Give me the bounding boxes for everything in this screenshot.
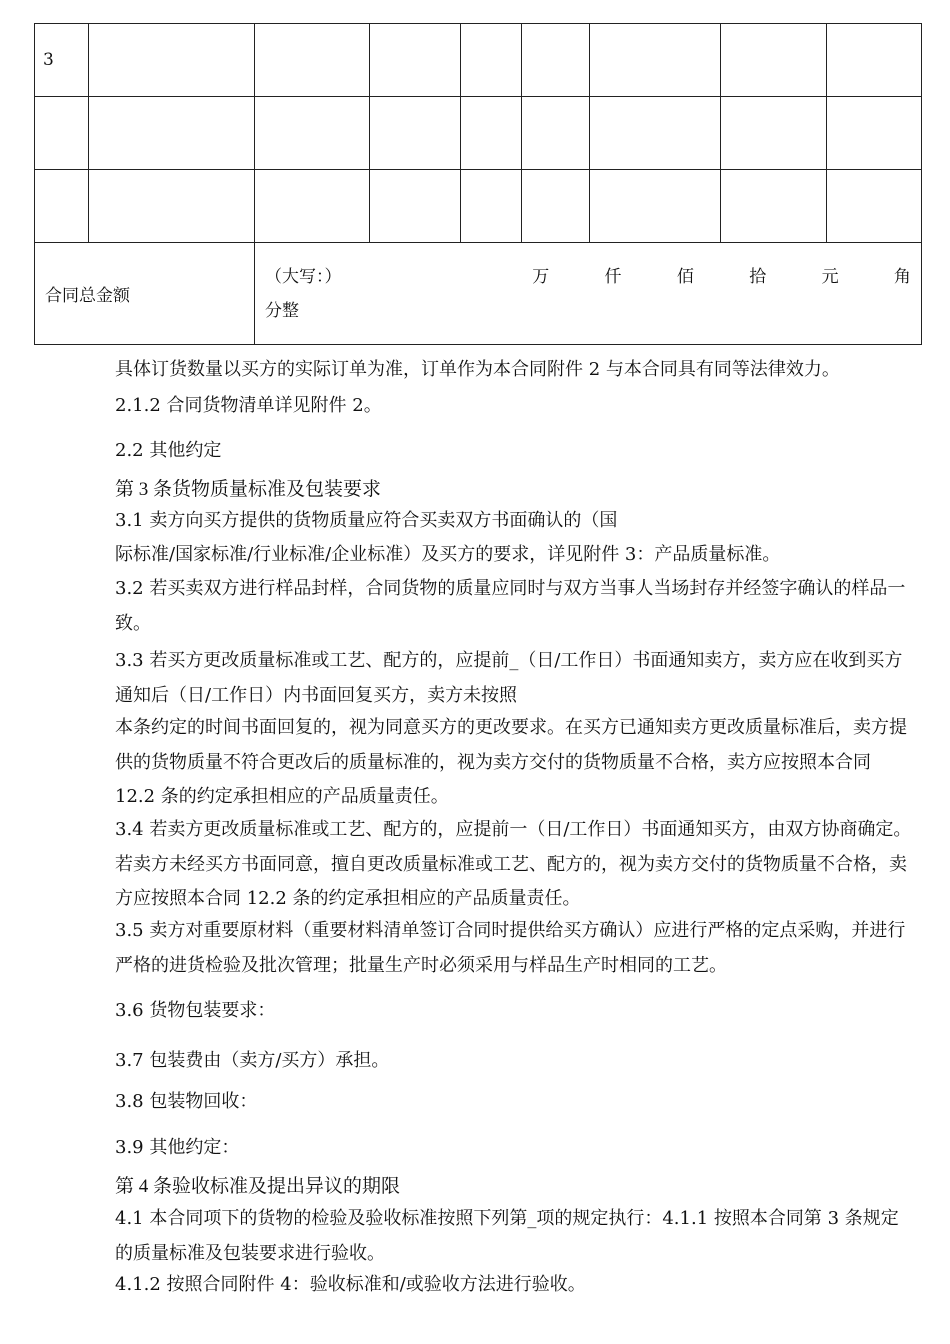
table-cell	[89, 170, 255, 243]
table-cell	[590, 97, 721, 170]
table-cell	[255, 97, 370, 170]
amount-unit: 佰	[676, 266, 694, 287]
table-cell	[721, 170, 827, 243]
table-cell	[721, 97, 827, 170]
table-row	[35, 24, 922, 97]
paragraph: 3.5 卖方对重要原材料（重要材料清单签订合同时提供给买方确认）应进行严格的定点采购，并进行严格的进货检验及批次管理；批量生产时必须采用与样品生产时相同的工艺。	[115, 920, 906, 976]
table-cell	[370, 97, 461, 170]
amount-suffix: 分整	[265, 300, 299, 321]
table-cell	[590, 170, 721, 243]
paragraph: 3.1 卖方向买方提供的货物质量应符合买卖双方书面确认的（国	[115, 510, 618, 531]
table-cell	[827, 24, 922, 97]
table-cell	[89, 97, 255, 170]
table-cell	[522, 97, 590, 170]
table-cell	[522, 24, 590, 97]
paragraph: 3.7 包装费由（卖方/买方）承担。	[115, 1050, 390, 1071]
paragraph: 本条约定的时间书面回复的，视为同意买方的更改要求。在买方已通知卖方更改质量标准后，卖方提供的货物质量不符合更改后的质量标准的，视为卖方交付的货物质量不合格，卖方应按照本合同 12.2 条的约定承担相应的产品质量责任。	[115, 717, 907, 807]
table-cell	[461, 97, 522, 170]
paragraph: 3.2 若买卖双方进行样品封样，合同货物的质量应同时与双方当事人当场封存并经签字确认的样品一致。	[115, 578, 906, 634]
amount-prefix: （大写：）	[265, 266, 342, 287]
amount-unit: 拾	[749, 266, 767, 287]
paragraph: 4.1.2 按照合同附件 4：验收标准和/或验收方法进行验收。	[115, 1274, 586, 1295]
section-heading: 第 4 条验收标准及提出异议的期限	[115, 1176, 401, 1197]
table-cell	[89, 24, 255, 97]
table-cell	[461, 24, 522, 97]
total-amount-value	[255, 243, 922, 345]
paragraph: 2.2 其他约定	[115, 440, 222, 461]
paragraph: 3.4 若卖方更改质量标准或工艺、配方的，应提前一（日/工作日）书面通知买方，由双方协商确定。若卖方未经买方书面同意，擅自更改质量标准或工艺、配方的，视为卖方交付的货物质量不合格，卖方应按照本合同 12.2 条的约定承担相应的产品质量责任。	[115, 819, 912, 909]
goods-table	[34, 23, 922, 345]
paragraph: 际标准/国家标准/行业标准/企业标准）及买方的要求，详见附件 3：产品质量标准。	[115, 544, 781, 565]
row-number	[35, 97, 89, 170]
total-amount-label: 合同总金额	[35, 243, 255, 345]
amount-unit: 元	[821, 266, 839, 287]
paragraph: 具体订货数量以买方的实际订单为准，订单作为本合同附件 2 与本合同具有同等法律效力。	[115, 359, 840, 380]
table-cell	[255, 170, 370, 243]
table-cell	[827, 170, 922, 243]
paragraph: 2.1.2 合同货物清单详见附件 2。	[115, 395, 382, 416]
table-cell	[370, 24, 461, 97]
table-row	[35, 97, 922, 170]
table-cell	[827, 97, 922, 170]
table-cell	[590, 24, 721, 97]
table-cell	[461, 170, 522, 243]
section-heading: 第 3 条货物质量标准及包装要求	[115, 479, 382, 500]
amount-unit: 仟	[604, 266, 622, 287]
row-number	[35, 170, 89, 243]
paragraph: 3.3 若买方更改质量标准或工艺、配方的，应提前_（日/工作日）书面通知卖方，卖方应在收到买方通知后（日/工作日）内书面回复买方，卖方未按照	[115, 650, 903, 706]
table-cell	[370, 170, 461, 243]
table-row	[35, 170, 922, 243]
table-cell	[255, 24, 370, 97]
table-cell	[522, 170, 590, 243]
amount-unit: 角	[893, 266, 911, 287]
table-cell	[721, 24, 827, 97]
row-number: 3	[35, 24, 89, 97]
paragraph: 4.1 本合同项下的货物的检验及验收标准按照下列第_项的规定执行：4.1.1 按照本合同第 3 条规定的质量标准及包装要求进行验收。	[115, 1208, 899, 1264]
amount-units-line	[265, 260, 911, 294]
paragraph: 3.9 其他约定：	[115, 1137, 240, 1158]
paragraph: 3.6 货物包装要求：	[115, 1000, 276, 1021]
paragraph: 3.8 包装物回收：	[115, 1091, 258, 1112]
amount-unit: 万	[532, 266, 550, 287]
total-row	[35, 243, 922, 345]
